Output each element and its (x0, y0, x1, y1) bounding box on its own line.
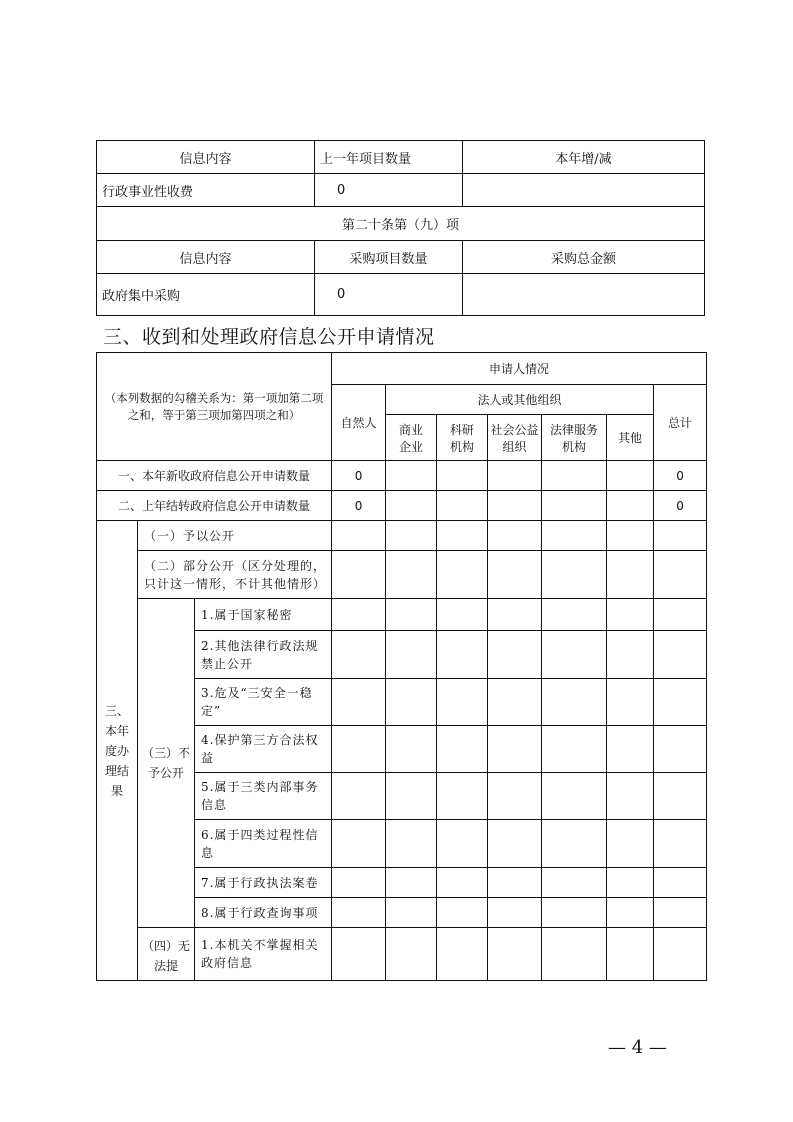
disclosure-requests-table (96, 352, 707, 981)
header-public-welfare: 社会公益组织 (488, 415, 542, 461)
header-research: 科研机构 (437, 415, 488, 461)
result-3-item-8: 8.属于行政查询事项 (195, 898, 332, 928)
table-cell (488, 491, 542, 521)
row-gov-procurement-amount (463, 274, 705, 316)
row-carry-natural: 0 (332, 491, 386, 521)
header-procurement-amount: 采购总金额 (463, 241, 705, 274)
table-cell (488, 726, 542, 773)
row-admin-fee-prev: 0 (315, 174, 463, 207)
table-cell (607, 928, 654, 981)
table-cell (654, 773, 707, 820)
table-cell (542, 898, 607, 928)
row-new-total: 0 (654, 461, 707, 491)
table-cell (488, 461, 542, 491)
table-cell (542, 631, 607, 679)
table-cell (437, 631, 488, 679)
table-cell (386, 679, 437, 726)
table-cell (607, 631, 654, 679)
table-cell (488, 521, 542, 551)
result-3-item-7: 7.属于行政执法案卷 (195, 868, 332, 898)
table-cell (332, 773, 386, 820)
header-legal-orgs: 法人或其他组织 (386, 385, 654, 415)
table-cell (332, 551, 386, 599)
table-cell (542, 599, 607, 631)
table-cell (607, 551, 654, 599)
header-commercial: 商业企业 (386, 415, 437, 461)
row-admin-fee-change (463, 174, 705, 207)
table-cell (386, 551, 437, 599)
row-carry-total: 0 (654, 491, 707, 521)
table-cell (437, 461, 488, 491)
table-cell (607, 461, 654, 491)
fee-procurement-table (96, 140, 705, 316)
table-cell (542, 551, 607, 599)
table-cell (437, 679, 488, 726)
table-cell (386, 461, 437, 491)
table-cell (654, 599, 707, 631)
table-cell (607, 679, 654, 726)
table-cell (332, 631, 386, 679)
table-cell (332, 599, 386, 631)
table-cell (437, 773, 488, 820)
table-cell (654, 868, 707, 898)
header-note: （本列数据的勾稽关系为：第一项加第二项之和，等于第三项加第四项之和） (97, 353, 332, 461)
row-gov-procurement-label: 政府集中采购 (97, 274, 315, 316)
table-cell (654, 551, 707, 599)
table-cell (488, 868, 542, 898)
result-2-label: （二）部分公开（区分处理的，只计这一情形，不计其他情形） (138, 551, 332, 599)
header-procurement-count: 采购项目数量 (315, 241, 463, 274)
table-cell (437, 928, 488, 981)
table-cell (607, 521, 654, 551)
header-legal-service: 法律服务机构 (542, 415, 607, 461)
table-cell (542, 726, 607, 773)
table-cell (607, 599, 654, 631)
table-cell (386, 773, 437, 820)
table-cell (488, 928, 542, 981)
table-cell (488, 820, 542, 868)
table-cell (386, 521, 437, 551)
header-natural-person: 自然人 (332, 385, 386, 461)
table-cell (386, 898, 437, 928)
result-3-item-6: 6.属于四类过程性信息 (195, 820, 332, 868)
table-cell (332, 726, 386, 773)
row-carry-label: 二、上年结转政府信息公开申请数量 (97, 491, 332, 521)
section-heading: 三、收到和处理政府信息公开申请情况 (103, 326, 435, 348)
table-cell (542, 928, 607, 981)
table-cell (542, 521, 607, 551)
table-cell (386, 928, 437, 981)
result-3-item-2: 2.其他法律行政法规禁止公开 (195, 631, 332, 679)
table-cell (437, 491, 488, 521)
header-other: 其他 (607, 415, 654, 461)
header-info-content: 信息内容 (97, 141, 315, 174)
row-new-natural: 0 (332, 461, 386, 491)
result-3-item-5: 5.属于三类内部事务信息 (195, 773, 332, 820)
result-3-item-3: 3.危及“三安全一稳定” (195, 679, 332, 726)
table-cell (607, 491, 654, 521)
result-4-group-label: （四）无法提 (138, 928, 195, 981)
table-cell (386, 491, 437, 521)
table-cell (488, 773, 542, 820)
table-cell (607, 773, 654, 820)
header-change: 本年增/减 (463, 141, 705, 174)
header-prev-year-count: 上一年项目数量 (315, 141, 463, 174)
table-cell (332, 928, 386, 981)
table-cell (332, 898, 386, 928)
table-cell (654, 820, 707, 868)
result-3-group-label: （三）不予公开 (138, 599, 195, 928)
table-cell (542, 461, 607, 491)
table-cell (437, 521, 488, 551)
row-new-label: 一、本年新收政府信息公开申请数量 (97, 461, 332, 491)
table-cell (654, 928, 707, 981)
table-cell (437, 898, 488, 928)
table-cell (437, 551, 488, 599)
table-cell (542, 868, 607, 898)
table-cell (488, 898, 542, 928)
table-cell (386, 599, 437, 631)
table-cell (654, 521, 707, 551)
table-cell (654, 726, 707, 773)
table-cell (488, 679, 542, 726)
table-cell (386, 631, 437, 679)
table-cell (488, 599, 542, 631)
table-cell (542, 820, 607, 868)
table-cell (437, 726, 488, 773)
result-1-label: （一）予以公开 (138, 521, 332, 551)
header-info-content-2: 信息内容 (97, 241, 315, 274)
table-cell (332, 679, 386, 726)
table-cell (437, 599, 488, 631)
table-cell (386, 820, 437, 868)
row-gov-procurement-count: 0 (315, 274, 463, 316)
table-cell (542, 679, 607, 726)
result-3-item-1: 1.属于国家秘密 (195, 599, 332, 631)
table-cell (332, 868, 386, 898)
table-cell (654, 631, 707, 679)
table-cell (654, 679, 707, 726)
table-cell (386, 726, 437, 773)
table-cell (542, 491, 607, 521)
table-cell (488, 631, 542, 679)
page-number: — 4 — (608, 1037, 667, 1058)
result-4-item-1: 1.本机关不掌握相关政府信息 (195, 928, 332, 981)
header-total: 总计 (654, 385, 707, 461)
result-group-label: 三、本年度办理结果 (97, 521, 138, 981)
table-cell (607, 726, 654, 773)
table-cell (607, 868, 654, 898)
table-cell (332, 521, 386, 551)
table-cell (542, 773, 607, 820)
table-cell (654, 898, 707, 928)
table-cell (437, 868, 488, 898)
article-20-item-9: 第二十条第（九）项 (97, 207, 705, 241)
table-cell (386, 868, 437, 898)
row-admin-fee-label: 行政事业性收费 (97, 174, 315, 207)
table-cell (437, 820, 488, 868)
table-cell (488, 551, 542, 599)
table-cell (332, 820, 386, 868)
table-cell (607, 898, 654, 928)
result-3-item-4: 4.保护第三方合法权益 (195, 726, 332, 773)
table-cell (607, 820, 654, 868)
header-applicant: 申请人情况 (332, 353, 707, 385)
